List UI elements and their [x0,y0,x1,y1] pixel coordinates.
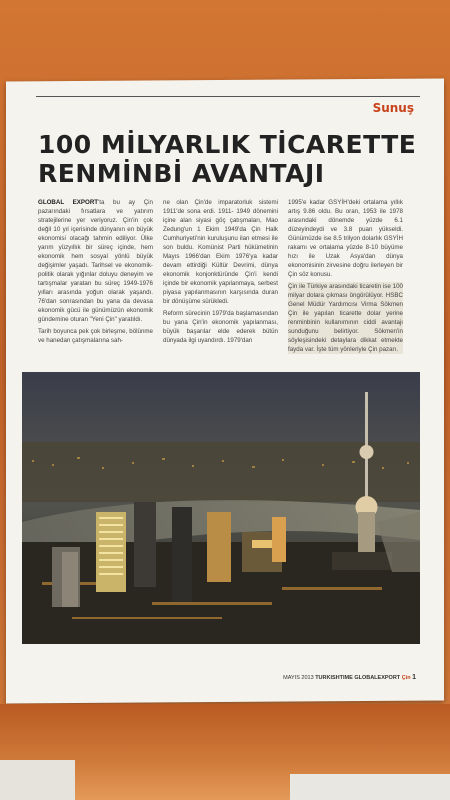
paragraph: 1995'e kadar GSYİH'deki ortalama yıllık artış 9.86 oldu. Bu oran, 1953 ile 1978 arasındaki dönemde yüzde 6.1 düzeyindeydi ve 3.8 puan yükseldi. Günümüzde ise 8.5 trilyon dolarlık GSYİH rakamı ve ortalama yüzde 8-10 büyüme hızı ile Uzak Asya'dan dünya ekonomisinin zirvesine doğru ilerleyen bir Çin söz konusu. [288,199,403,278]
header-rule [36,96,420,97]
section-label: Sunuş [372,101,414,115]
lead-in: GLOBAL EXPORT [38,199,99,206]
text-column-2 [163,198,278,348]
headline-line-2: RENMİNBİ AVANTAJI [38,159,325,188]
headline-line-1: 100 MİLYARLIK TİCARETTE [38,130,417,159]
paragraph: Reform sürecinin 1979'da başlamasından bu yana Çin'in ekonomik yapılanması, büyük başarılar elde ederek bütün dünyada ilgi uyandırdı. 1979'dan [163,310,278,344]
paragraph: ne olan Çin'de imparatorluk sistemi 1911'de sona erdi. 1911- 1949 dönemini içine alan siyasi göç çatışmaları, Mao Zedung'un 1 Ekim 1949'da Çin Halk Cumhuriyeti'nin kuruluşunu ilan etmesi ile son buldu. Komünist Parti hükümetinin Mayıs 1966'dan Ekim 1976'ya kadar devam ettirdiği Kültür Devrimi, dünya ekonomik konjonktüründe Çin'i kendi içinde bir ekonomik yapılanmaya, serbest piyasa yapılanmasının karşısında duran bir dönüşüme sürükledi. [163,199,278,305]
paper-edge-right [290,774,450,800]
footer-brand-2: GLOBALEXPORT [354,675,401,681]
text-column-1 [38,198,153,348]
page-footer [283,674,416,681]
headline [38,130,418,188]
skyline-illustration [22,372,420,644]
paragraph: Çin ile Türkiye arasındaki ticaretin ise 100 milyar dolara çıkması öngörülüyor. HSBC Genel Müdür Yardımcısı Virma Sökmen Çin ile yapılan ticarette dolar yerine renminbinin kullanımının ciddi avantajı sunduğunu belirtiyor. Sökmen'in söyleşisindeki detaylara dikkat etmekte fayda var. İşte tüm yönleriyle Çin pazarı. [288,283,403,353]
page-number: 1 [412,674,416,681]
paper-edge-left [0,760,75,800]
paragraph: Tarih boyunca pek çok birleşme, bölünme ve hanedan çatışmalarına sah- [38,328,153,344]
text-column-3 [288,198,403,357]
footer-brand-1: TURKISHTIME [315,675,353,681]
footer-date: MAYIS 2013 [283,675,314,681]
footer-cn: Çin [401,675,411,681]
shanghai-skyline-photo [22,372,420,644]
paragraph: GLOBAL EXPORT'ta bu ay Çin pazarındaki fırsatlara ve yatırım stratejilerine yer veriyoruz. Çin'in çok değil 10 yıl içerisinde dünyanın en büyük ekonomisi olacağı tahmin ediliyor. Ülke yarım yüzyıllık bir süreç içinde, hem ekonomik hem sosyal yönlü büyük değişimler yaşadı. Tarihsel ve ekonomik-politik olarak yığınlar doluyu deneyim ve tartışmalar yaratan bu süreç 1949-1976 yılları arasında yoğun olarak yaşandı. 76'dan sonrasından bu yana da devasa ekonomik gücü ile günümüzün ekonomik gündemine oturan "Yeni Çin" yaratıldı. [38,199,153,323]
